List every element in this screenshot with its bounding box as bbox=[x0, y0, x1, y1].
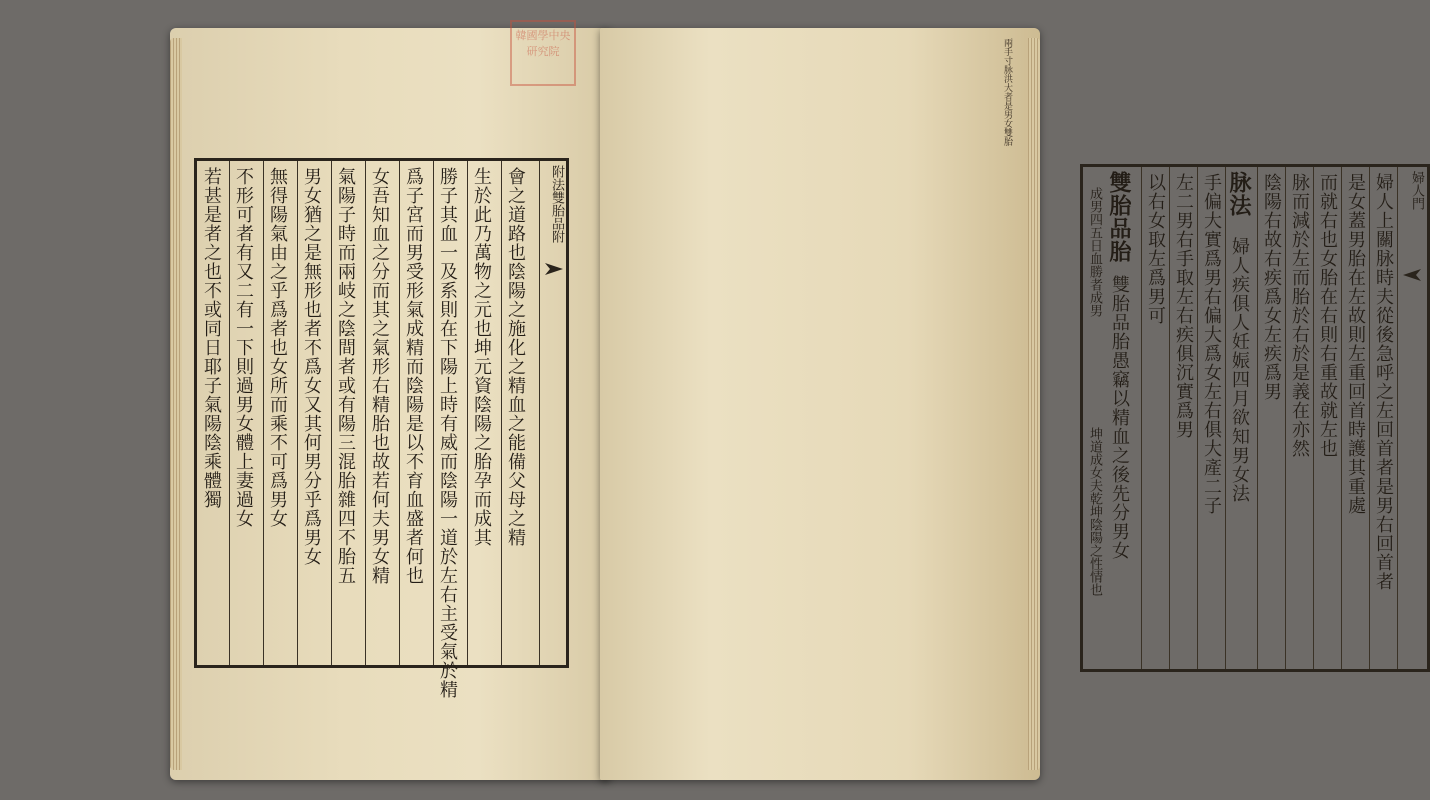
fish-tail-marker-icon bbox=[1401, 267, 1423, 283]
left-col-4: 爲子宮而男受形氣成精而陰陽是以不育血盛者何也 bbox=[403, 167, 424, 585]
left-page bbox=[170, 28, 610, 780]
right-col-6: 婦人疾俱人妊娠四月欲知男女法 bbox=[1229, 237, 1250, 503]
open-book bbox=[160, 28, 1424, 780]
right-col-1: 婦人上關脉時夫從後急呼之左回首者是男右回首者 bbox=[1373, 173, 1394, 591]
left-col-7: 男女猶之是無形也者不爲女又其何男分乎爲男女 bbox=[301, 167, 322, 566]
section-title-maifa: 脉法 bbox=[1226, 171, 1252, 217]
right-col-2: 是女蓋男胎在左故則左重回首時護其重處 bbox=[1345, 173, 1366, 515]
left-col-3: 勝子其血一及系則在下陽上時有威而陰陽一道於左右主受氣於精 bbox=[437, 167, 458, 699]
left-col-2: 生於此乃萬物之元也坤元資陰陽之胎孕而成其 bbox=[471, 167, 492, 547]
fish-tail-marker-icon bbox=[543, 261, 565, 277]
right-col-3: 而就右也女胎在右則右重故就左也 bbox=[1317, 173, 1338, 458]
right-col-9: 以右女取左爲男可 bbox=[1145, 173, 1166, 325]
right-col-12: 坤道成女夫乾坤陰陽之性情也 bbox=[1087, 427, 1102, 596]
right-text-frame bbox=[1080, 164, 1430, 672]
right-col-5: 陰陽右故右疾爲女左疾爲男 bbox=[1261, 173, 1282, 401]
right-col-10: 雙胎品胎愚竊以精血之後先分男女 bbox=[1109, 275, 1130, 560]
right-col-11: 成男四五日血勝者成男 bbox=[1087, 187, 1102, 317]
top-margin-annotation: 兩手寸脉洪大者是男女雙胎 bbox=[1002, 38, 1012, 146]
right-page bbox=[600, 28, 1424, 780]
left-col-9: 不形可者有又二有一下則過男女體上妻過女 bbox=[233, 167, 254, 528]
right-page-edge bbox=[1028, 38, 1040, 770]
left-page-edge bbox=[170, 38, 182, 770]
right-col-8: 左二男右手取左右疾俱沉實爲男 bbox=[1173, 173, 1194, 439]
left-text-frame bbox=[194, 158, 569, 699]
left-col-8: 無得陽氣由之乎爲者也女所而乘不可爲男女 bbox=[267, 167, 288, 528]
library-seal-stamp: 韓國學中央研究院 bbox=[510, 20, 576, 86]
right-col-4: 脉而減於左而胎於右於是義在亦然 bbox=[1289, 173, 1310, 458]
left-col-10: 若甚是者之也不或同日耶子氣陽陰乘體獨 bbox=[201, 167, 222, 509]
left-col-1: 會之道路也陰陽之施化之精血之能備父母之精 bbox=[505, 167, 526, 547]
left-col-5: 女吾知血之分而其之氣形右精胎也故若何夫男女精 bbox=[369, 167, 390, 585]
left-col-6: 氣陽子時而兩岐之陰間者或有陽三混胎雜四不胎五 bbox=[335, 167, 356, 585]
section-title-twins: 雙胎品胎 bbox=[1106, 171, 1132, 263]
right-header-label: 婦人門 bbox=[1409, 171, 1424, 210]
right-col-7: 手偏大實爲男右偏大爲女左右俱大產二子 bbox=[1201, 173, 1222, 515]
left-header-label: 附法雙胎品附 bbox=[549, 165, 564, 243]
